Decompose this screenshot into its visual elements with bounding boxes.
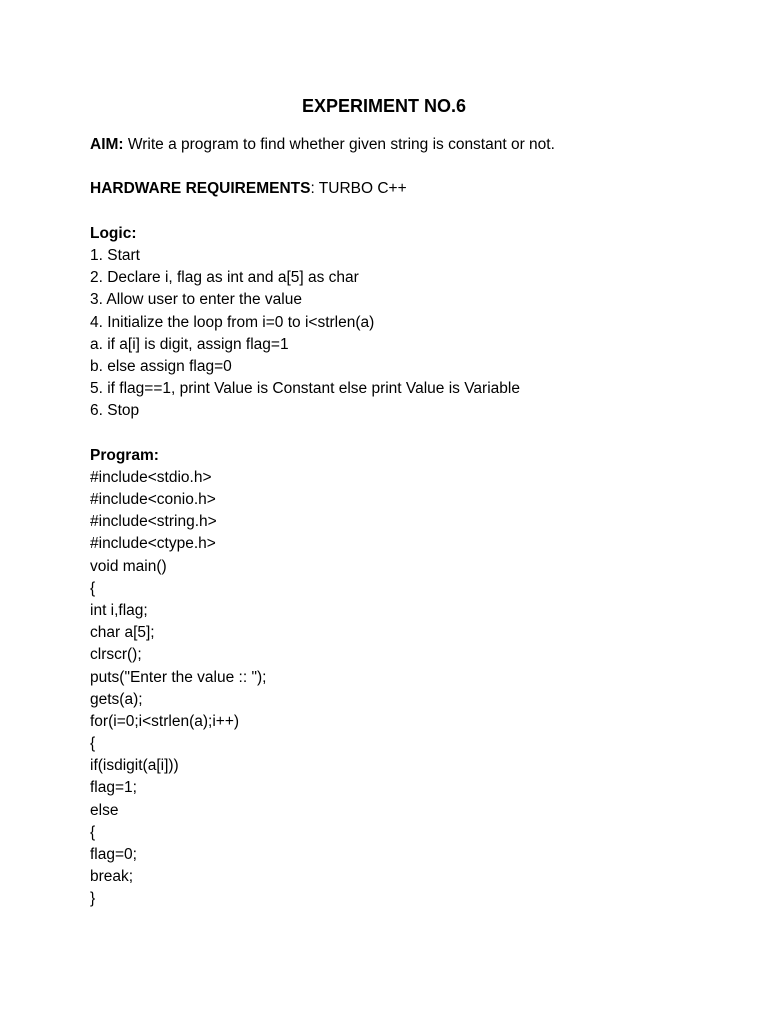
code-line: puts("Enter the value :: ");	[90, 668, 267, 686]
code-line: if(isdigit(a[i]))	[90, 757, 179, 775]
code-line: gets(a);	[90, 690, 143, 708]
code-line: char a[5];	[90, 624, 155, 642]
logic-step: a. if a[i] is digit, assign flag=1	[90, 335, 289, 353]
code-line: flag=0;	[90, 846, 137, 863]
logic-step: 4. Initialize the loop from i=0 to i<strlen(a)	[90, 313, 375, 331]
spacer	[90, 422, 710, 444]
logic-step: 5. if flag==1, print Value is Constant else print Value is Variable	[90, 380, 520, 398]
code-line: }	[90, 890, 96, 908]
hardware-text: : TURBO C++	[310, 180, 407, 198]
code-line: #include<conio.h>	[90, 491, 216, 508]
code-line: {	[90, 823, 96, 841]
logic-step: b. else assign flag=0	[90, 357, 232, 375]
logic-step: 6. Stop	[90, 402, 140, 420]
logic-step: 2. Declare i, flag as int and a[5] as char	[90, 269, 359, 287]
logic-step: 3. Allow user to enter the value	[90, 291, 302, 309]
hardware-line	[90, 178, 710, 200]
page-title: EXPERIMENT NO.6	[301, 96, 467, 116]
code-line: void main()	[90, 557, 167, 575]
logic-step: 1. Start	[90, 246, 140, 264]
code-line: clrscr();	[90, 646, 142, 664]
code-line: #include<ctype.h>	[90, 535, 216, 553]
hardware-label: HARDWARE REQUIREMENTS	[90, 180, 311, 198]
code-line: #include<stdio.h>	[90, 468, 212, 486]
code-line: flag=1;	[90, 779, 137, 797]
code-line: #include<string.h>	[90, 513, 217, 531]
code-line: for(i=0;i<strlen(a);i++)	[90, 712, 240, 730]
aim-line	[90, 134, 710, 156]
logic-heading: Logic:	[90, 224, 137, 242]
code-line: else	[90, 801, 119, 819]
program-heading: Program:	[90, 446, 159, 464]
document-body	[90, 134, 710, 911]
code-line: break;	[90, 868, 134, 886]
code-line: {	[90, 579, 96, 597]
code-line: int i,flag;	[90, 601, 148, 619]
aim-text: Write a program to find whether given string is constant or not.	[123, 136, 555, 153]
aim-label: AIM:	[90, 136, 124, 153]
code-line: {	[90, 735, 96, 753]
spacer	[90, 201, 710, 223]
spacer	[90, 156, 710, 178]
